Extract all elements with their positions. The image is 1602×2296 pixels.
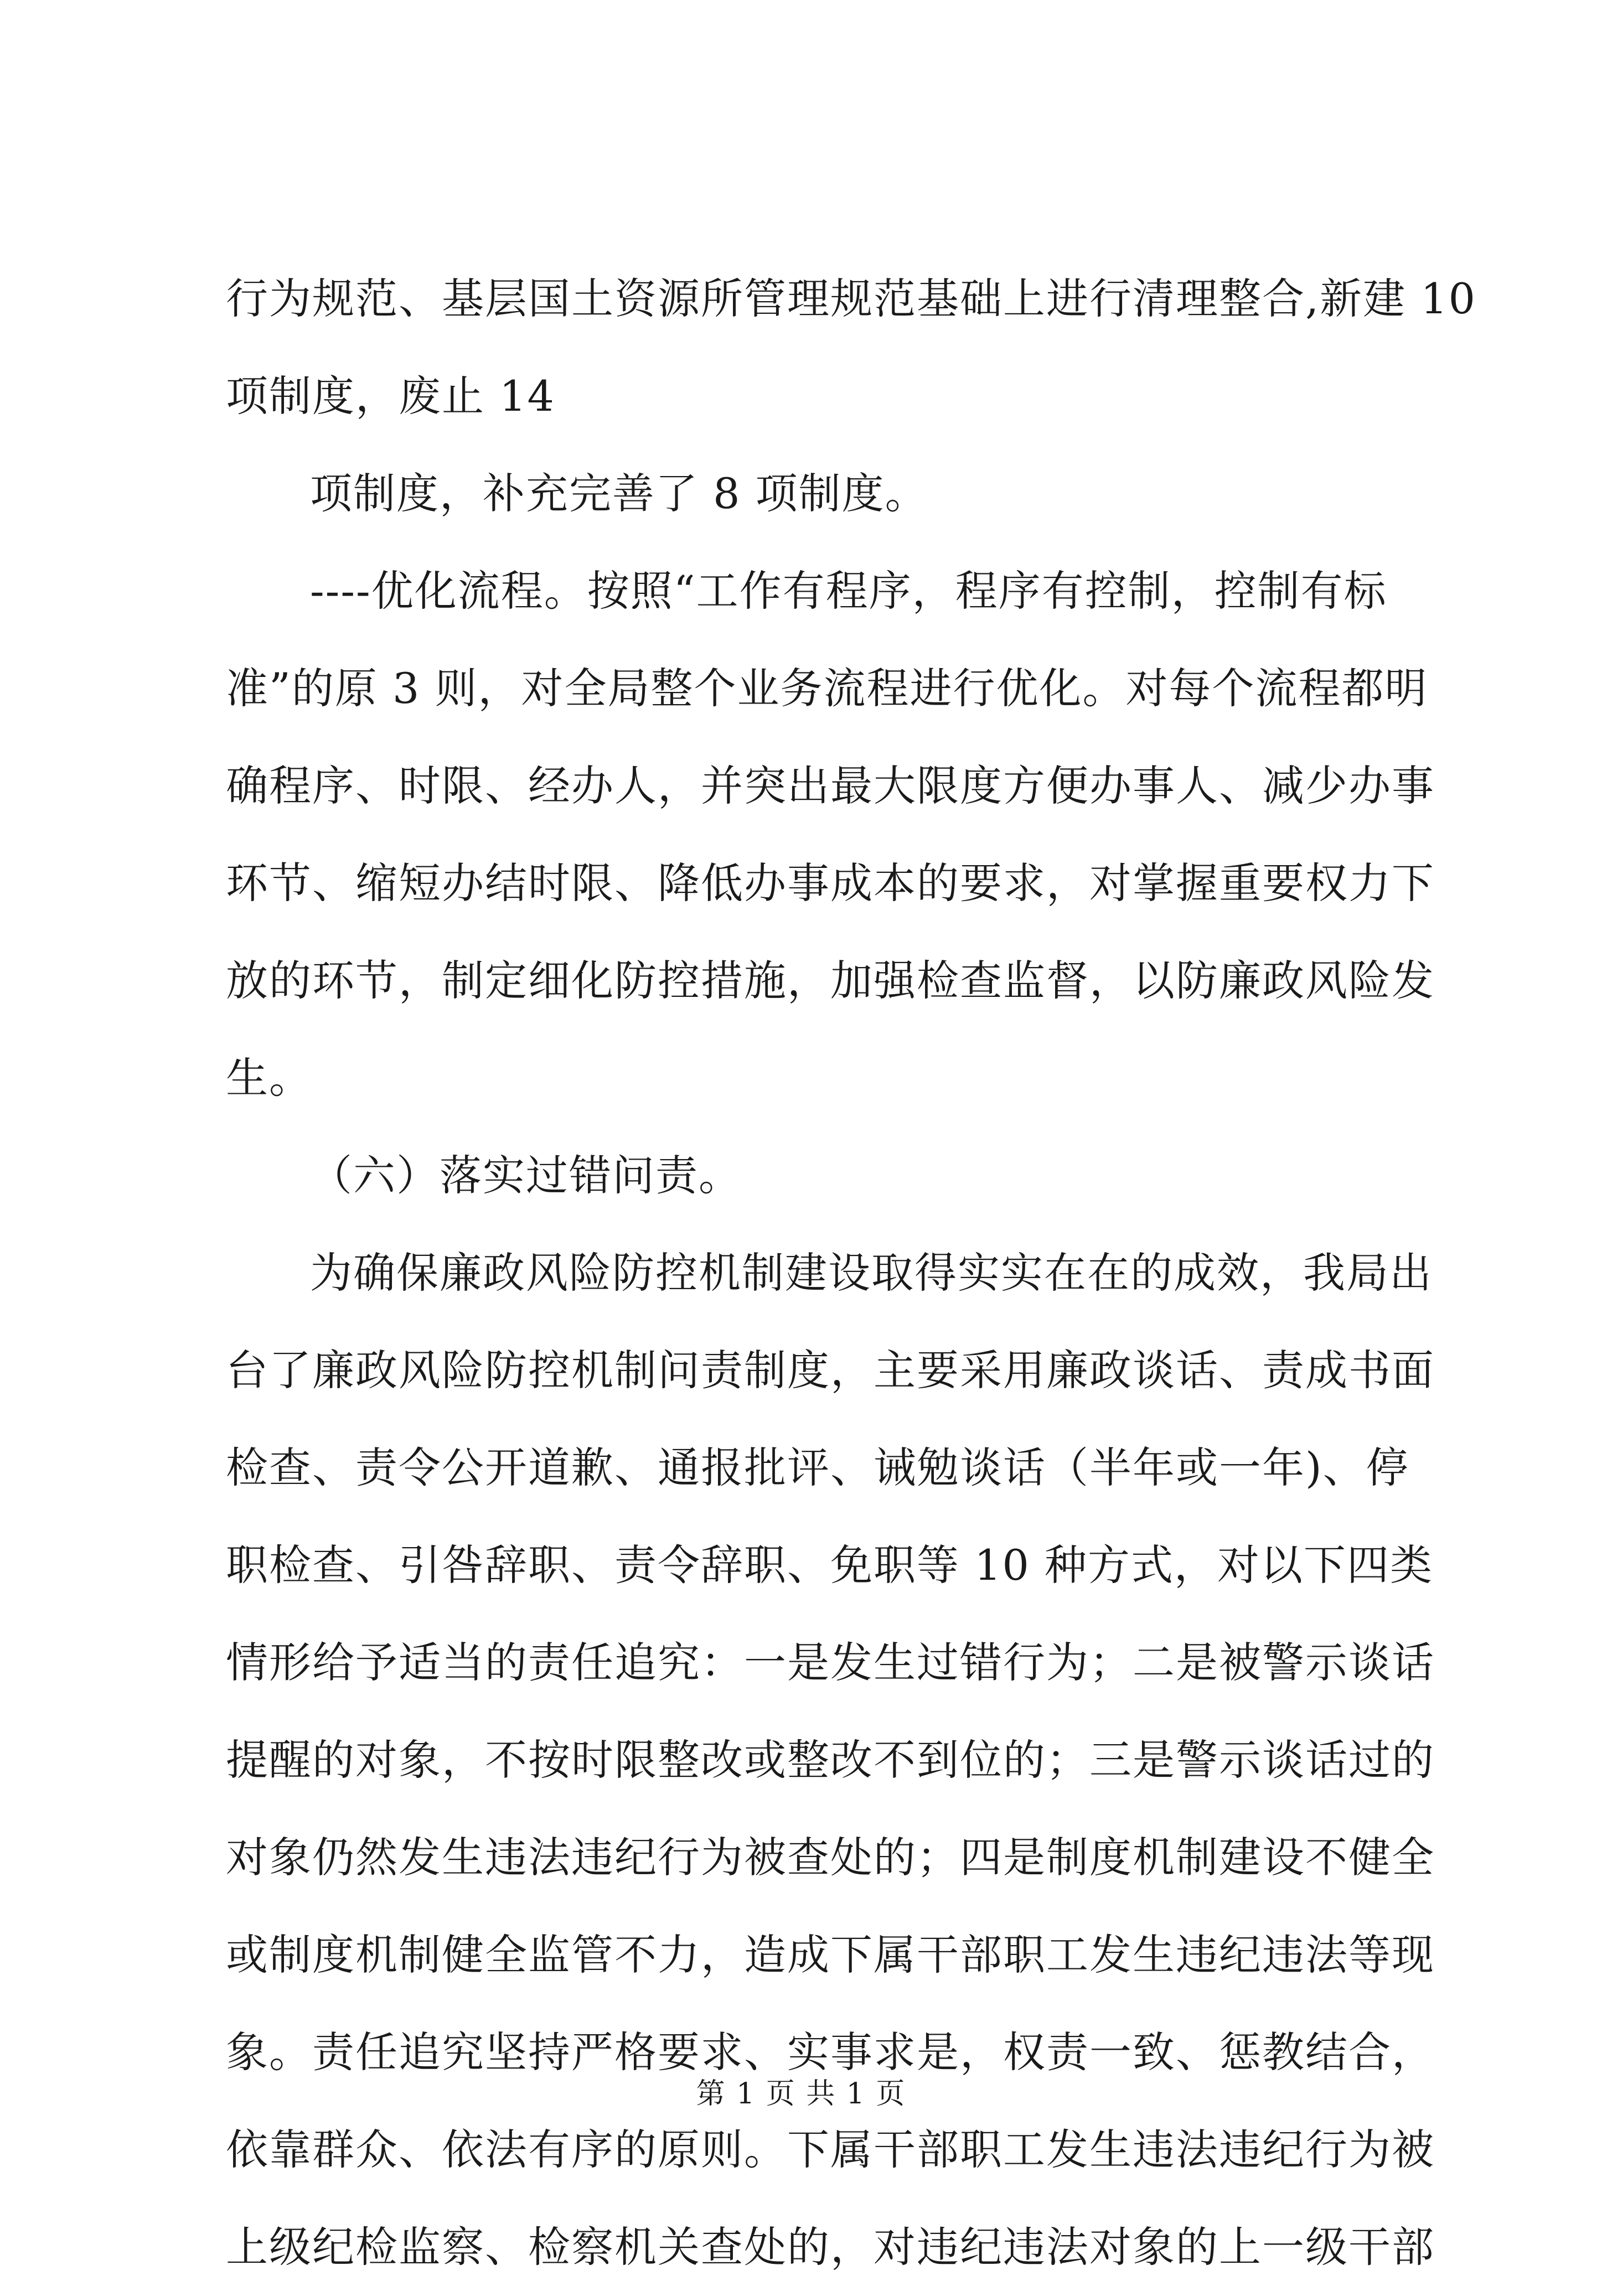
text-line: ----优化流程。按照“工作有程序，程序有控制，控制有标 bbox=[310, 566, 1387, 616]
text-line: 检查、责令公开道歉、通报批评、诫勉谈话（半年或一年)、停 bbox=[226, 1443, 1409, 1492]
text-line: 准”的原 3 则，对全局整个业务流程进行优化。对每个流程都明 bbox=[226, 664, 1428, 713]
text-line: 上级纪检监察、检察机关查处的，对违纪违法对象的上一级干部 bbox=[226, 2222, 1435, 2272]
page-number-label: 第 1 页 共 1 页 bbox=[696, 2077, 906, 2111]
text-line: 放的环节，制定细化防控措施，加强检查监督，以防廉政风险发 bbox=[226, 956, 1435, 1005]
text-line: 确程序、时限、经办人，并突出最大限度方便办事人、减少办事 bbox=[226, 761, 1435, 810]
document-body bbox=[226, 250, 1477, 2296]
text-line: 为确保廉政风险防控机制建设取得实实在在的成效，我局出 bbox=[310, 1248, 1433, 1297]
text-line: 生。 bbox=[226, 1053, 312, 1103]
text-line: 项制度，废止 14 bbox=[226, 371, 555, 421]
text-line: 依靠群众、依法有序的原则。下属干部职工发生违法违纪行为被 bbox=[226, 2125, 1435, 2174]
section-heading: （六）落实过错问责。 bbox=[310, 1151, 742, 1200]
text-line: 项制度，补充完善了 8 项制度。 bbox=[310, 469, 928, 518]
page-footer bbox=[0, 2075, 1602, 2113]
text-line: 台了廉政风险防控机制问责制度，主要采用廉政谈话、责成书面 bbox=[226, 1346, 1435, 1395]
text-line: 或制度机制健全监管不力，造成下属干部职工发生违纪违法等现 bbox=[226, 1930, 1435, 1979]
text-line: 提醒的对象，不按时限整改或整改不到位的；三是警示谈话过的 bbox=[226, 1735, 1435, 1785]
text-line: 象。责任追究坚持严格要求、实事求是，权责一致、惩教结合， bbox=[226, 2028, 1435, 2077]
text-line: 职检查、引咎辞职、责令辞职、免职等 10 种方式，对以下四类 bbox=[226, 1540, 1434, 1590]
text-line: 情形给予适当的责任追究：一是发生过错行为；二是被警示谈话 bbox=[226, 1638, 1435, 1687]
text-line: 环节、缩短办结时限、降低办事成本的要求，对掌握重要权力下 bbox=[226, 859, 1435, 908]
text-line: 行为规范、基层国土资源所管理规范基础上进行清理整合,新建 10 bbox=[226, 274, 1477, 323]
text-line: 对象仍然发生违法违纪行为被查处的；四是制度机制建设不健全 bbox=[226, 1833, 1435, 1882]
